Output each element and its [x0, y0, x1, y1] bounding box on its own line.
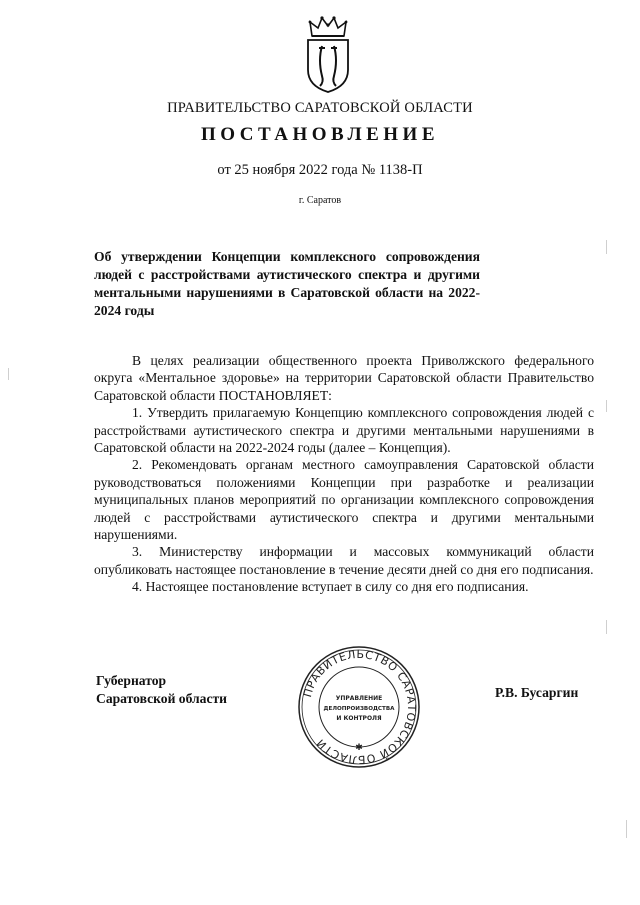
item-2: 2. Рекомендовать органам местного самоуправления Саратовской области руководствоваться положениями Концепции при разработке и реализации муниципальных планов мероприятий по организации комплексного сопровождения людей с расстройствами аутистического спектра и другими ментальными нарушениями. — [94, 457, 594, 543]
signatory-position — [96, 672, 227, 708]
item-3: 3. Министерству информации и массовых коммуникаций области опубликовать настоящее постановление в течение десяти дней со дня его подписания. — [94, 544, 594, 577]
document-body — [94, 352, 594, 596]
stamp-line-3: И КОНТРОЛЯ — [336, 715, 382, 722]
government-name: ПРАВИТЕЛЬСТВО САРАТОВСКОЙ ОБЛАСТИ — [167, 100, 473, 116]
stamp-line-2: ДЕЛОПРОИЗВОДСТВА — [323, 706, 395, 712]
item-4: 4. Настоящее постановление вступает в силу со дня его подписания. — [132, 579, 529, 595]
stamp-line-1: УПРАВЛЕНИЕ — [335, 695, 383, 702]
scan-mark — [606, 620, 607, 634]
signatory-name: Р.В. Бусаргин — [495, 685, 579, 700]
scan-mark — [606, 400, 607, 412]
official-stamp — [296, 644, 422, 770]
position-line-1: Губернатор — [96, 673, 167, 688]
scan-mark — [606, 240, 607, 254]
scan-mark — [8, 368, 9, 380]
scan-mark — [626, 820, 627, 838]
item-1: 1. Утвердить прилагаемую Концепцию комплексного сопровождения людей с расстройствами аутистического спектра и другими ментальными нарушениями в Саратовской области на 2022-2024 годы (далее – Концепция). — [94, 405, 594, 456]
document-type: ПОСТАНОВЛЕНИЕ — [200, 124, 440, 145]
document-title: Об утверждении Концепции комплексного сопровождения людей с расстройствами аутистического спектра и другими ментальными нарушениями в Саратовской области на 2022-2024 годы — [94, 249, 480, 318]
position-line-2: Саратовской области — [96, 691, 228, 706]
preamble: В целях реализации общественного проекта Приволжского федерального округа «Ментальное здоровье» на территории Саратовской области Правительство Саратовской области ПОСТАНОВЛЯЕТ: — [94, 353, 594, 403]
city: г. Саратов — [298, 195, 342, 206]
stamp-outer-text: ПРАВИТЕЛЬСТВО САРАТОВСКОЙ ОБЛАСТИ — [301, 647, 419, 767]
stamp-star-icon: ✱ — [355, 742, 363, 752]
coat-of-arms-icon — [300, 14, 356, 94]
date-and-number: от 25 ноября 2022 года № 1138-П — [217, 162, 423, 178]
